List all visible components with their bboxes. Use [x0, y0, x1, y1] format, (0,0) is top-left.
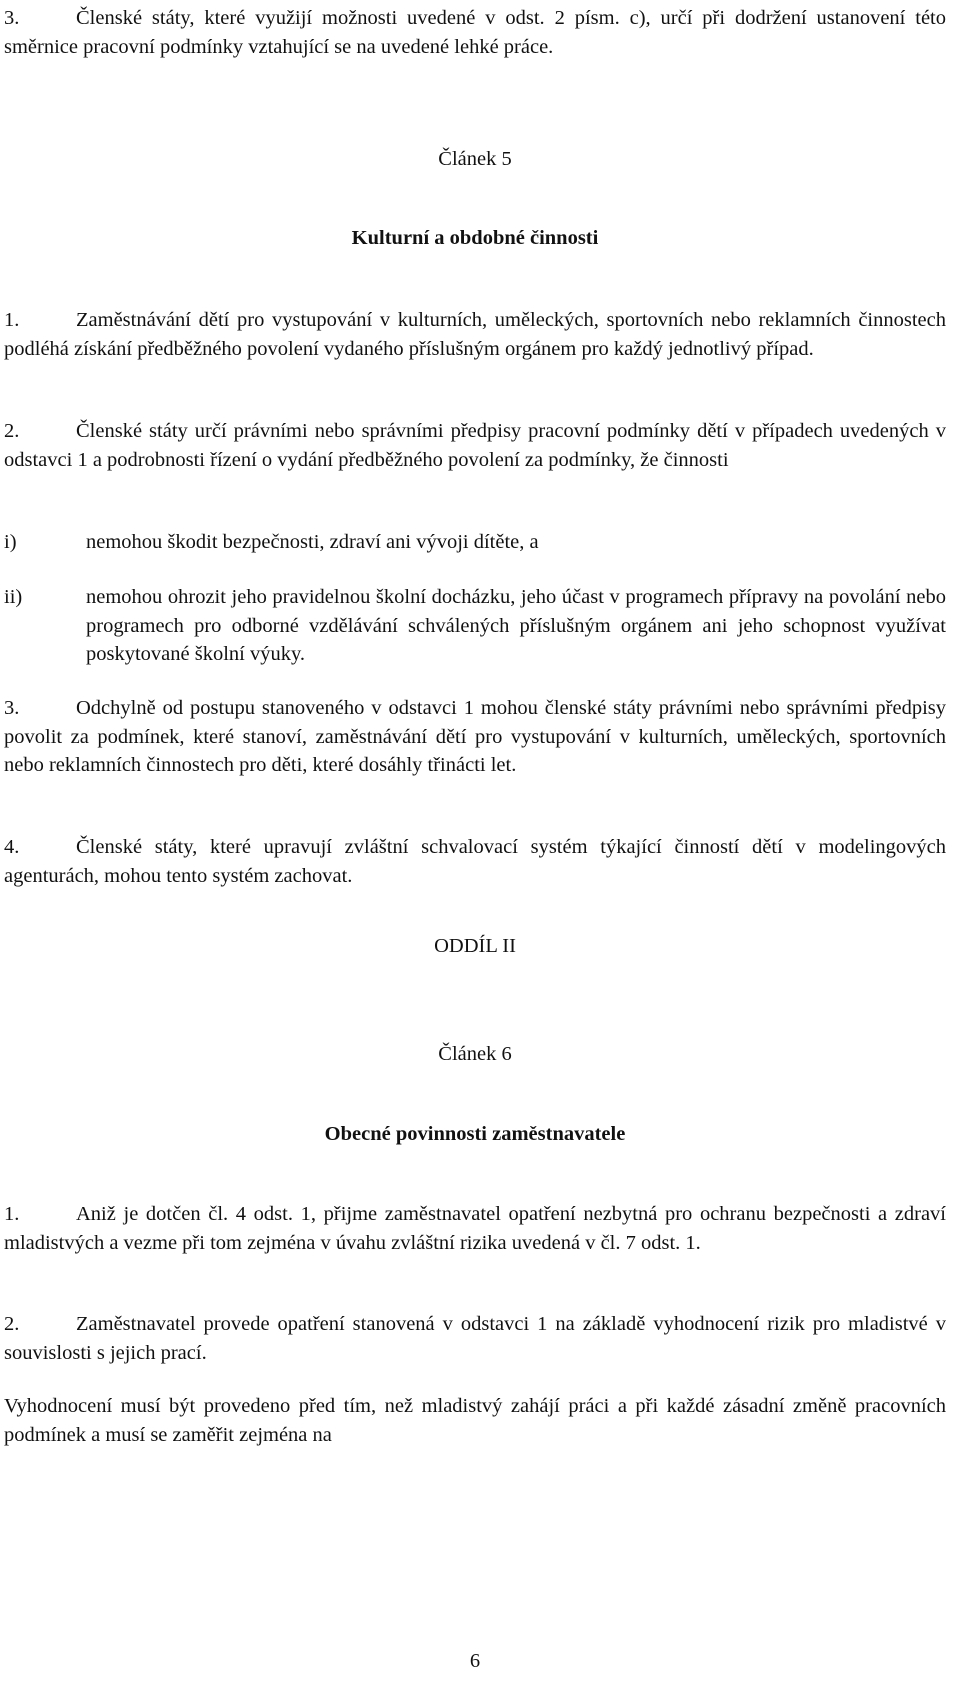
paragraph-number: 3.: [4, 697, 20, 719]
paragraph-art6-2: [4, 1310, 946, 1367]
article-6-title: Obecné povinnosti zaměstnavatele: [324, 1123, 626, 1145]
paragraph-art5-2: [4, 417, 946, 474]
paragraph-text: Členské státy, které využijí možnosti uvedené v odst. 2 písm. c), určí při dodržení ustanovení této směrnice pracovní podmínky vztahující se na uvedené lehké práce.: [4, 7, 946, 58]
paragraph-art6-3: [4, 1392, 946, 1449]
paragraph-number: 3.: [4, 7, 20, 29]
paragraph-art4-3: [4, 4, 946, 61]
list-item-text: nemohou škodit bezpečnosti, zdraví ani vývoji dítěte, a: [86, 531, 539, 553]
page-number: 6: [469, 1649, 481, 1672]
paragraph-art6-1: [4, 1200, 946, 1257]
paragraph-text: Odchylně od postupu stanoveného v odstavci 1 mohou členské státy právními nebo správními předpisy povolit za podmínek, které stanoví, zaměstnávání dětí pro vystupování v kulturních, uměleckých, sportovních nebo reklamních činnostech pro děti, které dosáhly třinácti let.: [4, 697, 946, 776]
list-item-text: nemohou ohrozit jeho pravidelnou školní docházku, jeho účast v programech přípravy na povolání nebo programech pro odborné vzdělávání schválených příslušným orgánem ani jeho schopnost využívat poskytované školní výuky.: [86, 586, 946, 665]
paragraph-art5-4: [4, 833, 946, 890]
list-marker: i): [4, 531, 17, 553]
paragraph-text: Zaměstnávání dětí pro vystupování v kulturních, uměleckých, sportovních nebo reklamních činnostech podléhá získání předběžného povolení vydaného příslušným orgánem pro každý jednotlivý případ.: [4, 309, 946, 360]
paragraph-text: Vyhodnocení musí být provedeno před tím, než mladistvý zahájí práci a při každé zásadní změně pracovních podmínek a musí se zaměřit zejména na: [4, 1395, 946, 1446]
section-heading: ODDÍL II: [434, 935, 516, 957]
paragraph-art5-3: [4, 694, 946, 780]
paragraph-number: 4.: [4, 836, 20, 858]
paragraph-text: Členské státy určí právními nebo správními předpisy pracovní podmínky dětí v případech uvedených v odstavci 1 a podrobnosti řízení o vydání předběžného povolení za podmínky, že činnosti: [4, 420, 946, 471]
paragraph-text: Členské státy, které upravují zvláštní schvalovací systém týkající činností dětí v modelingových agenturách, mohou tento systém zachovat.: [4, 836, 946, 887]
article-6-heading: Článek 6: [438, 1043, 512, 1065]
article-5-title: Kulturní a obdobné činnosti: [351, 227, 599, 249]
paragraph-art5-1: [4, 306, 946, 363]
paragraph-number: 1.: [4, 309, 20, 331]
document-page: [4, 0, 946, 1682]
paragraph-text: Aniž je dotčen čl. 4 odst. 1, přijme zaměstnavatel opatření nezbytná pro ochranu bezpečnosti a zdraví mladistvých a vezme při tom zejména v úvahu zvláštní rizika uvedená v čl. 7 odst. 1.: [4, 1203, 946, 1254]
paragraph-number: 1.: [4, 1203, 20, 1225]
paragraph-number: 2.: [4, 1313, 20, 1335]
paragraph-number: 2.: [4, 420, 20, 442]
article-5-heading: Článek 5: [438, 148, 512, 170]
list-marker: ii): [4, 586, 23, 608]
paragraph-text: Zaměstnavatel provede opatření stanovená v odstavci 1 na základě vyhodnocení rizik pro mladistvé v souvislosti s jejich prací.: [4, 1313, 946, 1364]
